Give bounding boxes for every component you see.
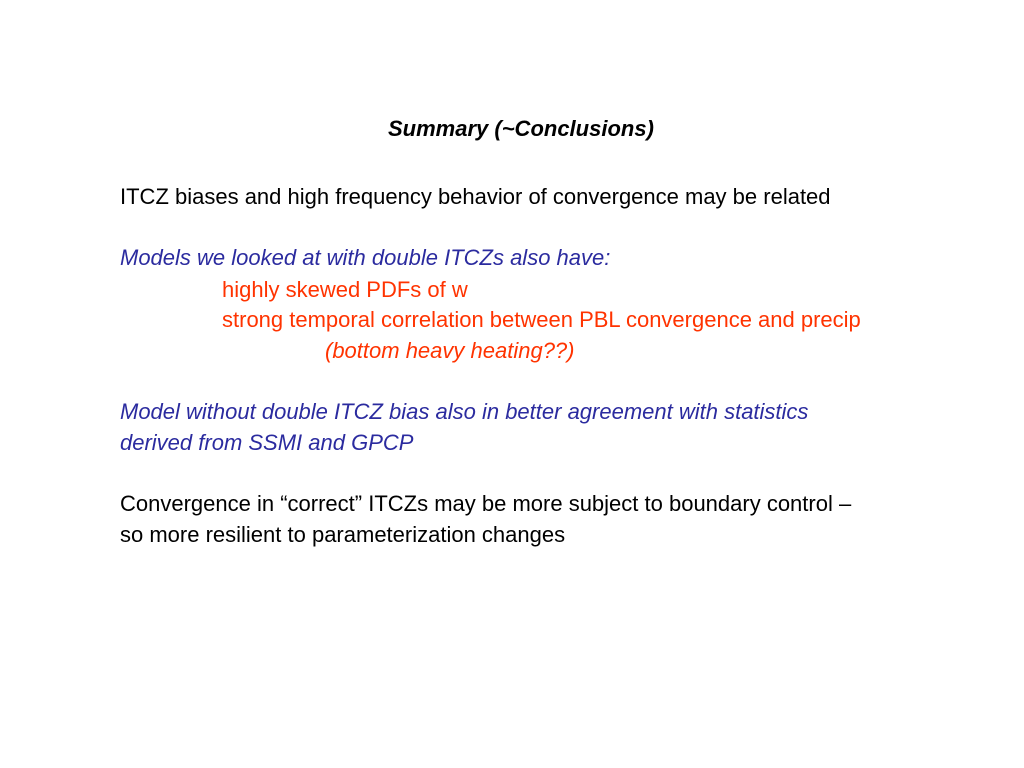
convergence-line-2: so more resilient to parameterization changes (120, 522, 566, 547)
convergence-line-1: Convergence in “correct” ITCZs may be more subject to boundary control – (120, 491, 852, 516)
statement-itcz-biases: ITCZ biases and high frequency behavior of convergence may be related (120, 184, 831, 209)
slide-title: Summary (~Conclusions) (388, 116, 654, 141)
models-item-temporal-correlation: strong temporal correlation between PBL convergence and precip (222, 307, 861, 332)
models-heading: Models we looked at with double ITCZs also have: (120, 245, 611, 270)
model-without-line-1: Model without double ITCZ bias also in better agreement with statistics (120, 399, 809, 424)
model-without-line-2: derived from SSMI and GPCP (120, 430, 414, 455)
models-item-skewed-pdfs: highly skewed PDFs of w (222, 277, 468, 302)
models-item-note: (bottom heavy heating??) (325, 338, 575, 363)
